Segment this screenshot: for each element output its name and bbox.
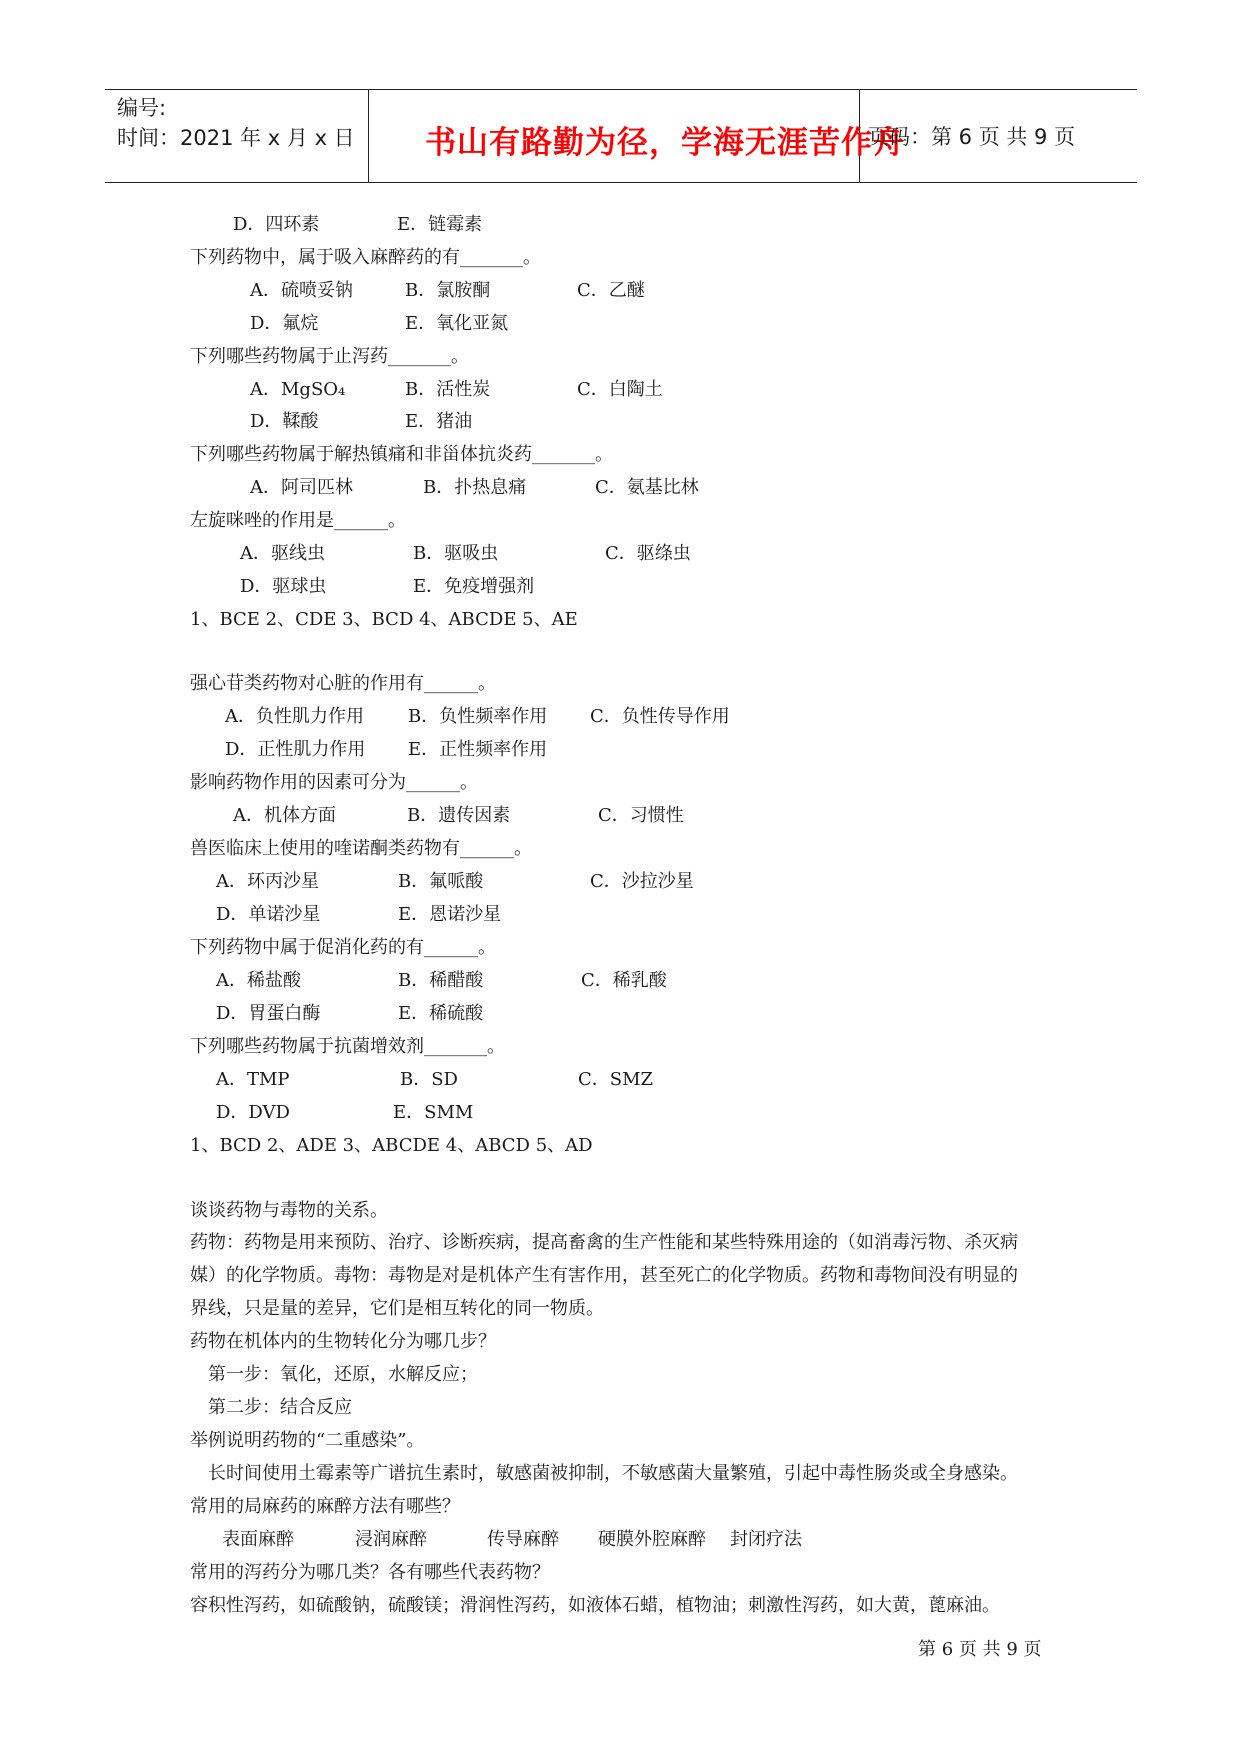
option-item: B．氟哌酸 xyxy=(398,871,484,892)
option-item: C．习惯性 xyxy=(598,805,684,826)
option-item: D．DVD xyxy=(216,1102,290,1123)
text-line: 第一步：氧化，还原，水解反应； xyxy=(208,1364,478,1385)
option-item: B．氯胺酮 xyxy=(405,280,491,301)
option-item: D．氟烷 xyxy=(250,313,319,334)
option-item: D．驱球虫 xyxy=(240,576,327,597)
option-item: A．环丙沙星 xyxy=(216,871,319,892)
option-item: B．负性频率作用 xyxy=(408,706,548,727)
option-item: A．硫喷妥钠 xyxy=(250,280,353,301)
page-footer: 第 6 页 共 9 页 xyxy=(918,1639,1042,1660)
option-item: A．稀盐酸 xyxy=(216,970,301,991)
option-item: B．SD xyxy=(400,1069,458,1090)
option-item: A．驱线虫 xyxy=(240,543,325,564)
text-line: 左旋咪唑的作用是______。 xyxy=(190,510,406,531)
option-item: C．驱绦虫 xyxy=(605,543,691,564)
option-item: 表面麻醉 xyxy=(222,1529,294,1550)
option-item: D．正性肌力作用 xyxy=(225,739,366,760)
text-line: 下列药物中，属于吸入麻醉药的有_______。 xyxy=(190,247,541,268)
option-item: E．稀硫酸 xyxy=(398,1003,484,1024)
header-top-rule xyxy=(105,89,1137,90)
option-item: C．SMZ xyxy=(578,1069,654,1090)
option-item: D．鞣酸 xyxy=(250,411,319,432)
text-line: 下列哪些药物属于抗菌增效剂_______。 xyxy=(190,1036,505,1057)
text-line: 举例说明药物的“二重感染”。 xyxy=(190,1430,425,1451)
option-item: E．链霉素 xyxy=(397,214,483,235)
text-line: 影响药物作用的因素可分为______。 xyxy=(190,772,478,793)
option-item: E．SMM xyxy=(393,1102,474,1123)
option-item: C．乙醚 xyxy=(577,280,645,301)
option-item: E．氧化亚氮 xyxy=(405,313,509,334)
option-item: 传导麻醉 xyxy=(487,1529,559,1550)
text-line: 兽医临床上使用的喹诺酮类药物有______。 xyxy=(190,838,532,859)
option-item: A．阿司匹林 xyxy=(250,477,353,498)
option-item: E．猪油 xyxy=(405,411,473,432)
text-line: 药物：药物是用来预防、治疗、诊断疾病，提高畜禽的生产性能和某些特殊用途的（如消毒污物、杀灭病 xyxy=(190,1232,1018,1253)
option-item: C．氨基比林 xyxy=(595,477,699,498)
option-item: C．沙拉沙星 xyxy=(590,871,694,892)
page-header xyxy=(105,89,1137,183)
option-item: B．扑热息痛 xyxy=(423,477,527,498)
option-item: D．单诺沙星 xyxy=(216,904,321,925)
text-line: 界线，只是量的差异，它们是相互转化的同一物质。 xyxy=(190,1298,604,1319)
option-item: E．正性频率作用 xyxy=(408,739,548,760)
option-item: 硬膜外腔麻醉 xyxy=(598,1529,706,1550)
option-item: B．活性炭 xyxy=(405,379,491,400)
header-bottom-rule xyxy=(105,182,1137,183)
option-item: B．遗传因素 xyxy=(407,805,511,826)
header-page-label: 页码：第 6 页 共 9 页 xyxy=(868,125,1076,149)
text-line: 药物在机体内的生物转化分为哪几步？ xyxy=(190,1331,496,1352)
text-line: 常用的局麻药的麻醉方法有哪些？ xyxy=(190,1496,460,1517)
option-item: C．稀乳酸 xyxy=(581,970,667,991)
serial-label: 编号: xyxy=(117,96,167,120)
option-item: A．负性肌力作用 xyxy=(225,706,364,727)
text-line: 第二步：结合反应 xyxy=(208,1397,352,1418)
option-item: C．白陶土 xyxy=(577,379,663,400)
text-line: 下列药物中属于促消化药的有______。 xyxy=(190,937,496,958)
header-motto: 书山有路勤为径，学海无涯苦作舟 xyxy=(425,125,905,161)
option-item: C．负性传导作用 xyxy=(590,706,730,727)
option-item: E．恩诺沙星 xyxy=(398,904,502,925)
text-line: 媒）的化学物质。毒物：毒物是对是机体产生有害作用，甚至死亡的化学物质。药物和毒物间没有明显的 xyxy=(190,1265,1018,1286)
text-line: 长时间使用土霉素等广谱抗生素时，敏感菌被抑制，不敏感菌大量繁殖，引起中毒性肠炎或全身感染。 xyxy=(208,1463,1018,1484)
option-item: B．驱吸虫 xyxy=(413,543,499,564)
option-item: A．机体方面 xyxy=(233,805,336,826)
option-item: D．胃蛋白酶 xyxy=(216,1003,321,1024)
text-line: 1、BCE 2、CDE 3、BCD 4、ABCDE 5、AE xyxy=(190,609,578,630)
option-item: E．免疫增强剂 xyxy=(413,576,535,597)
option-item: 封闭疗法 xyxy=(730,1529,802,1550)
option-item: D．四环素 xyxy=(233,214,320,235)
text-line: 常用的泻药分为哪几类？各有哪些代表药物？ xyxy=(190,1562,550,1583)
time-label: 时间：2021 年 x 月 x 日 xyxy=(117,126,355,150)
header-meta xyxy=(117,93,355,153)
text-line: 下列哪些药物属于止泻药_______。 xyxy=(190,346,469,367)
text-line: 容积性泻药，如硫酸钠，硫酸镁；滑润性泻药，如液体石蜡，植物油；刺激性泻药，如大黄，蓖麻油。 xyxy=(190,1595,1000,1616)
text-line: 谈谈药物与毒物的关系。 xyxy=(190,1200,388,1221)
option-item: A．TMP xyxy=(216,1069,290,1090)
text-line: 强心苷类药物对心脏的作用有______。 xyxy=(190,673,496,694)
text-line: 下列哪些药物属于解热镇痛和非甾体抗炎药_______。 xyxy=(190,444,613,465)
option-item: A．MgSO₄ xyxy=(250,379,346,400)
option-item: 浸润麻醉 xyxy=(355,1529,427,1550)
text-line: 1、BCD 2、ADE 3、ABCDE 4、ABCD 5、AD xyxy=(190,1135,593,1156)
option-item: B．稀醋酸 xyxy=(398,970,484,991)
